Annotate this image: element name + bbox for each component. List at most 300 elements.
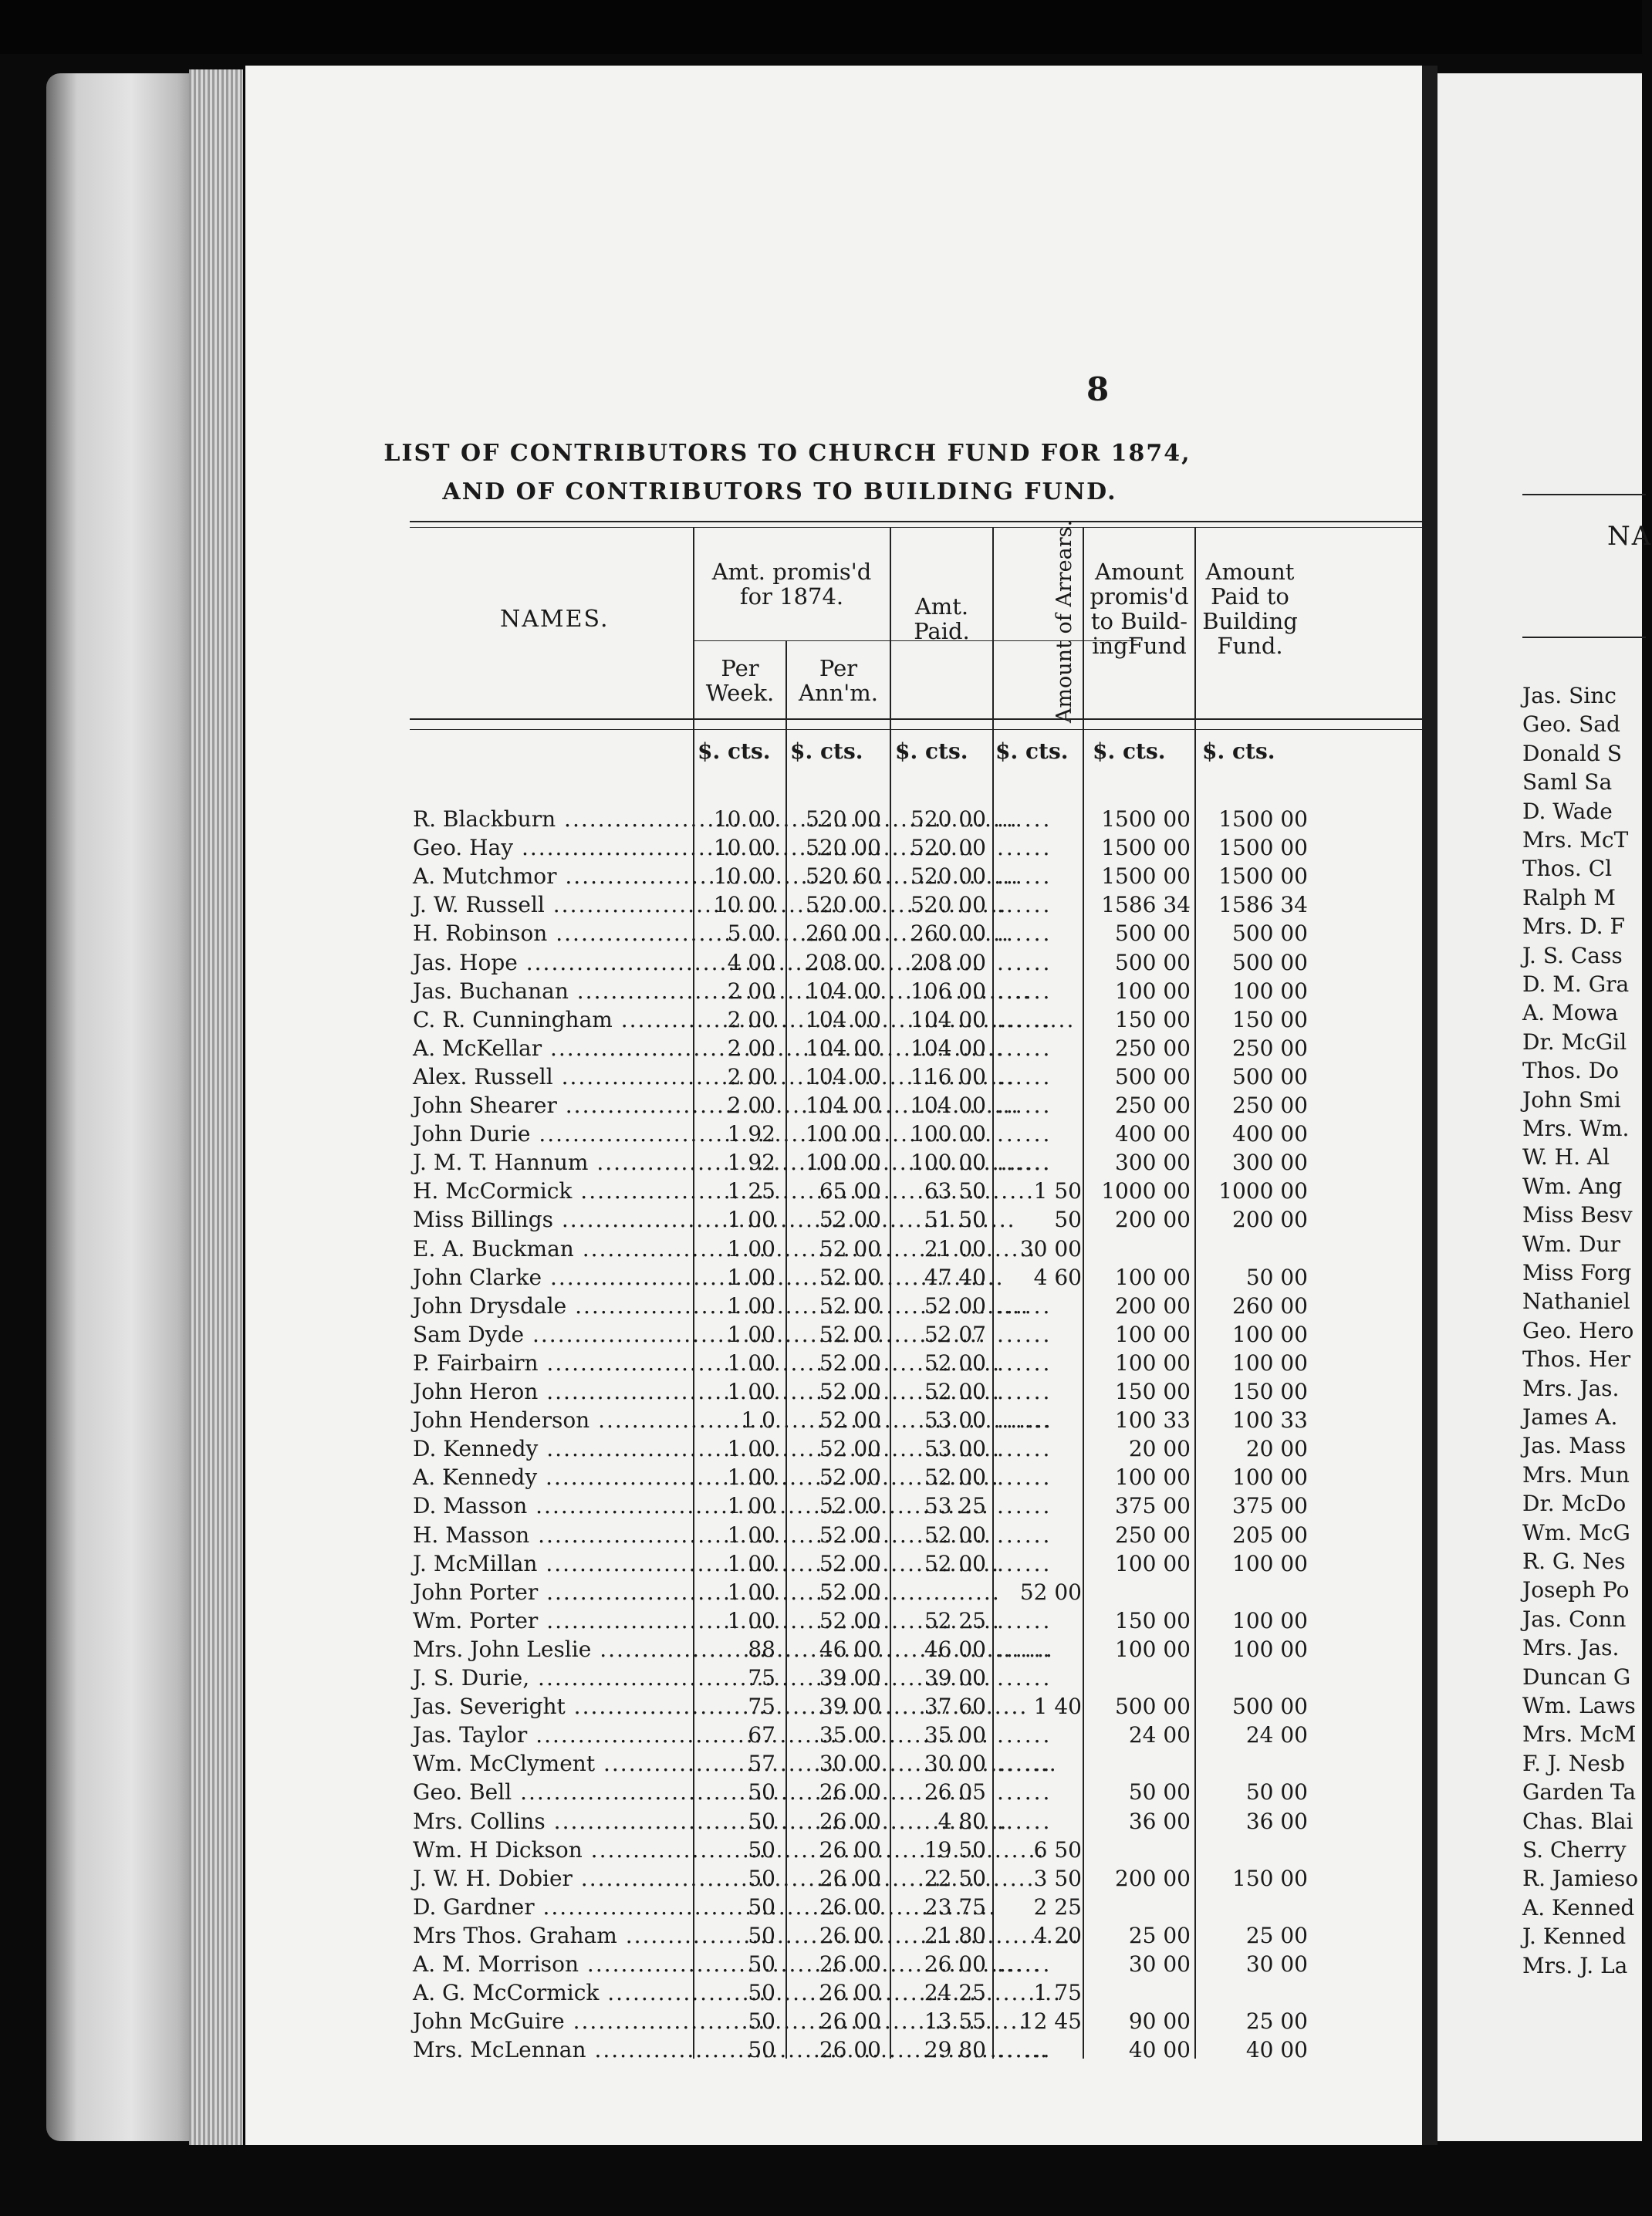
cell-paid: 21 80 <box>924 1922 986 1948</box>
cell-annum: 520 00 <box>806 835 881 861</box>
cell-annum: 104 00 <box>806 978 881 1004</box>
leader-dots: ...... <box>997 1006 1052 1032</box>
cell-week: 1 00 <box>727 1579 775 1605</box>
cell-annum: 52 00 <box>819 1550 881 1576</box>
cell-promised: 100 00 <box>1115 1350 1191 1376</box>
cell-promised: 200 00 <box>1115 1865 1191 1891</box>
cell-annum: 30 00 <box>819 1751 881 1777</box>
cell-paid: 100 00 <box>910 1150 986 1176</box>
leader-dots: ...... <box>997 835 1052 861</box>
cell-paid: 116 00 <box>910 1063 986 1089</box>
leader-dots: ...... <box>997 1808 1052 1834</box>
cell-paidbf: 205 00 <box>1232 1522 1308 1548</box>
right-page-name: Mrs. McT <box>1522 827 1629 853</box>
right-page-name: Mrs. Mun <box>1522 1461 1630 1488</box>
right-page-name: Mrs. Wm. <box>1522 1116 1630 1141</box>
cell-annum: 520 00 <box>806 806 881 832</box>
cell-paid: 52 07 <box>924 1321 986 1347</box>
cell-week: 1 00 <box>727 1464 775 1491</box>
cell-annum: 104 00 <box>806 1093 881 1118</box>
cell-week: 1 00 <box>727 1350 775 1376</box>
table-row <box>0 1923 1642 1951</box>
cell-paidbf: 500 00 <box>1232 921 1308 947</box>
cell-week: 50 <box>748 2037 775 2063</box>
cell-arrears: 12 45 <box>1019 2008 1082 2035</box>
cell-paidbf: 150 00 <box>1232 1006 1308 1032</box>
right-page-name: Donald S <box>1522 740 1622 766</box>
cell-week: 2 00 <box>727 1063 775 1089</box>
cell-annum: 104 00 <box>806 1035 881 1061</box>
cell-promised: 100 00 <box>1115 1550 1191 1576</box>
cell-paidbf: 375 00 <box>1232 1493 1308 1519</box>
cell-paid: 520 00 <box>910 835 986 861</box>
header-bottom-rule <box>410 718 1557 720</box>
cell-paidbf: 25 00 <box>1245 1922 1308 1948</box>
cell-paid: 26 00 <box>924 1951 986 1977</box>
right-page-name: Thos. Cl <box>1522 856 1613 882</box>
cell-paidbf: 150 00 <box>1232 1865 1308 1891</box>
cell-promised: 375 00 <box>1115 1493 1191 1519</box>
right-page-name: D. M. Gra <box>1522 971 1630 997</box>
cell-promised: 100 00 <box>1115 978 1191 1004</box>
cell-annum: 52 00 <box>819 1350 881 1376</box>
cell-annum: 52 00 <box>819 1607 881 1633</box>
cell-paid: 19 50 <box>924 1836 986 1863</box>
cell-paidbf: 25 00 <box>1245 2008 1308 2035</box>
contributor-name: A. M. Morrison ..... <box>413 1951 691 1977</box>
cell-week: 75 <box>748 1694 775 1720</box>
cell-week: 1 00 <box>727 1607 775 1633</box>
cell-promised: 500 00 <box>1115 1063 1191 1089</box>
right-page-name: Saml Sa <box>1522 769 1613 796</box>
cell-paidbf: 500 00 <box>1232 949 1308 975</box>
cell-paid: 46 00 <box>924 1636 986 1662</box>
contributor-name: Wm. McClyment ..... <box>413 1751 691 1776</box>
contributor-name: J. M. T. Hannum ..... <box>413 1150 691 1175</box>
contributor-name: J. W. Russell ..... <box>413 892 691 917</box>
cell-paidbf: 100 00 <box>1232 1550 1308 1576</box>
right-page-name: Jas. Conn <box>1522 1606 1627 1632</box>
leader-dots: ...... <box>997 1464 1052 1491</box>
leader-dots: ...... <box>997 1722 1052 1748</box>
cell-paid: 39 00 <box>924 1665 986 1691</box>
leader-dots: ...... <box>997 892 1052 918</box>
cell-annum: 26 00 <box>819 1779 881 1806</box>
cell-promised: 1586 34 <box>1101 892 1191 918</box>
cell-week: 50 <box>748 2008 775 2035</box>
cell-paidbf: 500 00 <box>1232 1063 1308 1089</box>
table-row <box>0 1436 1642 1464</box>
cell-annum: 26 00 <box>819 2008 881 2035</box>
cell-paidbf: 100 00 <box>1232 1321 1308 1347</box>
units-arrears: $. cts. <box>995 738 1069 764</box>
cell-paid: 26 05 <box>924 1779 986 1806</box>
cell-promised: 400 00 <box>1115 1121 1191 1147</box>
cell-paidbf: 1000 00 <box>1218 1178 1308 1204</box>
units-per-annum: $. cts. <box>790 738 863 764</box>
cell-promised: 1000 00 <box>1101 1178 1191 1204</box>
table-row <box>0 1579 1642 1608</box>
right-page-name: Dr. McDo <box>1522 1491 1627 1517</box>
cell-week: 1 00 <box>727 1493 775 1519</box>
right-page-name: Wm. Dur <box>1522 1231 1620 1257</box>
cell-week: 10 00 <box>713 835 775 861</box>
table-row <box>0 2008 1642 2037</box>
table-row <box>0 1493 1642 1522</box>
leader-dots: ...... <box>997 863 1052 890</box>
leader-dots: ...... <box>997 949 1052 975</box>
contributor-name: Wm. H Dickson ..... <box>413 1837 691 1863</box>
leader-dots: ...... <box>997 921 1052 947</box>
cell-paidbf: 20 00 <box>1245 1436 1308 1462</box>
cell-annum: 52 00 <box>819 1522 881 1548</box>
cell-paidbf: 150 00 <box>1232 1379 1308 1404</box>
cell-promised: 36 00 <box>1128 1808 1191 1834</box>
cell-week: 1 0 <box>741 1407 775 1434</box>
cell-promised: 90 00 <box>1128 2008 1191 2035</box>
table-row <box>0 1007 1642 1035</box>
leader-dots: ...... <box>997 1779 1052 1806</box>
cell-annum: 46 00 <box>819 1636 881 1662</box>
cell-week: 1 92 <box>727 1121 775 1147</box>
cell-paid: 23 75 <box>924 1893 986 1920</box>
cell-promised: 100 00 <box>1115 1321 1191 1347</box>
cell-paid: 52 00 <box>924 1379 986 1404</box>
leader-dots: ...... <box>997 1063 1052 1089</box>
table-row <box>0 1207 1642 1235</box>
cell-paid: 24 25 <box>924 1980 986 2006</box>
leader-dots: ...... <box>997 1665 1052 1691</box>
cell-annum: 52 00 <box>819 1379 881 1404</box>
contributor-name: Jas. Severight ..... <box>413 1694 691 1719</box>
leader-dots: ...... <box>997 1751 1052 1777</box>
promised-building-fund-header: Amount promis'd to Build- ingFund <box>1090 559 1189 659</box>
cell-annum: 52 00 <box>819 1321 881 1347</box>
cell-paid: 53 00 <box>924 1407 986 1434</box>
cell-paid: 260 00 <box>910 921 986 947</box>
cell-week: 1 00 <box>727 1379 775 1404</box>
leader-dots: ...... <box>997 1093 1052 1118</box>
leader-dots: ...... <box>997 1350 1052 1376</box>
right-page-name: Wm. Ang <box>1522 1173 1623 1199</box>
cell-annum: 39 00 <box>819 1694 881 1720</box>
table-row <box>0 1722 1642 1751</box>
table-row <box>0 1379 1642 1407</box>
cell-paid: 52 25 <box>924 1607 986 1633</box>
cell-week: 1 00 <box>727 1321 775 1347</box>
cell-annum: 52 00 <box>819 1579 881 1605</box>
cell-week: 10 00 <box>713 806 775 832</box>
cell-paidbf: 100 00 <box>1232 1636 1308 1662</box>
table-row <box>0 950 1642 978</box>
cell-promised: 250 00 <box>1115 1522 1191 1548</box>
cell-week: 50 <box>748 1865 775 1891</box>
cell-paidbf: 250 00 <box>1232 1093 1308 1118</box>
cell-promised: 150 00 <box>1115 1006 1191 1032</box>
right-page-name: Mrs. J. La <box>1522 1952 1628 1978</box>
cell-paid: 104 00 <box>910 1093 986 1118</box>
units-rule <box>410 729 1557 730</box>
right-page-name: Jas. Mass <box>1522 1433 1627 1459</box>
leader-dots: ...... <box>997 1379 1052 1404</box>
cell-paid: 47 40 <box>924 1264 986 1290</box>
contributor-name: Jas. Hope ..... <box>413 950 691 975</box>
table-row <box>0 921 1642 949</box>
contributor-name: J. S. Durie, ..... <box>413 1665 691 1691</box>
right-page-name: Geo. Sad <box>1522 711 1620 738</box>
leader-dots: ...... <box>997 1035 1052 1061</box>
table-row <box>0 1461 1642 1493</box>
cell-paid: 35 00 <box>924 1722 986 1748</box>
cell-week: 2 00 <box>727 978 775 1004</box>
cell-paid: 52 00 <box>924 1464 986 1491</box>
cell-week: 10 00 <box>713 892 775 918</box>
cell-annum: 52 00 <box>819 1493 881 1519</box>
cell-promised: 150 00 <box>1115 1607 1191 1633</box>
table-row <box>0 1637 1642 1665</box>
right-page-name: R. G. Nes <box>1522 1549 1626 1574</box>
units-paid-bf: $. cts. <box>1202 738 1275 764</box>
leader-dots: ...... <box>997 1550 1052 1576</box>
right-page-name: A. Mowa <box>1522 1000 1619 1026</box>
right-page-top-rule <box>1522 494 1646 495</box>
cell-paidbf: 500 00 <box>1232 1694 1308 1720</box>
cell-paidbf: 30 00 <box>1245 1951 1308 1977</box>
contributor-name: H. Robinson ..... <box>413 921 691 946</box>
title-line-2: AND OF CONTRIBUTORS TO BUILDING FUND. <box>442 478 1117 505</box>
cell-paidbf: 100 00 <box>1232 978 1308 1004</box>
cell-paidbf: 1500 00 <box>1218 863 1308 890</box>
table-row <box>0 1779 1642 1808</box>
cell-promised: 500 00 <box>1115 921 1191 947</box>
cell-paid: 53 25 <box>924 1493 986 1519</box>
right-page-name: Mrs. Jas. <box>1522 1635 1620 1661</box>
cell-week: 2 00 <box>727 1093 775 1118</box>
contributor-name: John Porter ..... <box>413 1579 691 1605</box>
cell-week: 5 00 <box>727 921 775 947</box>
contributor-name: D. Kennedy ..... <box>413 1436 691 1461</box>
table-row <box>0 1551 1642 1579</box>
cell-paid: 100 00 <box>910 1121 986 1147</box>
table-row <box>0 1694 1642 1722</box>
leader-dots: ...... <box>997 1407 1052 1434</box>
page-gutter <box>1422 66 1437 2145</box>
cell-week: 50 <box>748 1951 775 1977</box>
cell-paidbf: 100 00 <box>1232 1464 1308 1491</box>
cell-promised: 50 00 <box>1128 1779 1191 1806</box>
contributor-name: John Drysdale ..... <box>413 1293 691 1319</box>
cell-annum: 52 00 <box>819 1407 881 1434</box>
contributor-name: Mrs Thos. Graham ..... <box>413 1923 691 1948</box>
table-row <box>0 1178 1642 1207</box>
right-page-name: R. Jamieso <box>1522 1866 1639 1892</box>
cell-promised: 300 00 <box>1115 1150 1191 1176</box>
cell-paidbf: 40 00 <box>1245 2037 1308 2063</box>
cell-promised: 20 00 <box>1128 1436 1191 1462</box>
table-row <box>0 1665 1642 1694</box>
header-top-rule-2 <box>410 527 1557 528</box>
right-page-name: James A. <box>1522 1404 1618 1430</box>
contributor-name: Jas. Buchanan ..... <box>413 978 691 1004</box>
cell-week: 10 00 <box>713 863 775 890</box>
cell-week: 1 25 <box>727 1178 775 1204</box>
contributor-name: J. McMillan ..... <box>413 1551 691 1576</box>
contributor-name: John McGuire ..... <box>413 2008 691 2034</box>
cell-arrears: 6 50 <box>1033 1836 1082 1863</box>
right-page-fragment <box>1437 73 1652 2141</box>
table-row <box>0 978 1642 1007</box>
per-annum-header: Per Ann'm. <box>799 655 878 706</box>
right-page-name: S. Cherry <box>1522 1837 1627 1863</box>
cell-annum: 52 00 <box>819 1207 881 1233</box>
cell-promised: 200 00 <box>1115 1292 1191 1319</box>
right-page-name: Chas. Blai <box>1522 1808 1633 1834</box>
contributor-name: John Shearer ..... <box>413 1093 691 1118</box>
leader-dots: ...... <box>997 1121 1052 1147</box>
right-page-name: Mrs. Jas. <box>1522 1375 1620 1401</box>
contributor-name: Wm. Porter ..... <box>413 1608 691 1633</box>
cell-paid: 30 00 <box>924 1751 986 1777</box>
names-header: NAMES. <box>500 606 610 633</box>
cell-annum: 65 00 <box>819 1178 881 1204</box>
leader-dots: ...... <box>997 1292 1052 1319</box>
contributor-name: H. Masson ..... <box>413 1522 691 1548</box>
cell-promised: 30 00 <box>1128 1951 1191 1977</box>
contributor-name: Sam Dyde ..... <box>413 1322 691 1347</box>
cell-promised: 200 00 <box>1115 1207 1191 1233</box>
cell-week: 1 00 <box>727 1264 775 1290</box>
cell-promised: 100 00 <box>1115 1464 1191 1491</box>
table-row <box>0 1951 1642 1980</box>
contributor-name: D. Masson ..... <box>413 1493 691 1518</box>
contributor-name: Mrs. McLennan ..... <box>413 2037 691 2062</box>
table-row <box>0 892 1642 921</box>
cell-annum: 104 00 <box>806 1063 881 1089</box>
cell-week: 1 00 <box>727 1550 775 1576</box>
cell-paidbf: 1500 00 <box>1218 806 1308 832</box>
cell-arrears: 2 25 <box>1033 1893 1082 1920</box>
right-page-name: F. J. Nesb <box>1522 1750 1626 1776</box>
contributor-name: E. A. Buckman ..... <box>413 1236 691 1262</box>
table-row <box>0 1980 1642 2008</box>
table-row <box>0 1894 1642 1923</box>
cell-week: 50 <box>748 1922 775 1948</box>
cell-week: 75 <box>748 1665 775 1691</box>
cell-paid: 29 80 <box>924 2037 986 2063</box>
cell-arrears: 3 50 <box>1033 1865 1082 1891</box>
cell-annum: 208 00 <box>806 949 881 975</box>
cell-week: 1 00 <box>727 1522 775 1548</box>
table-row <box>0 1350 1642 1379</box>
leader-dots: ...... <box>997 1636 1052 1662</box>
cell-annum: 26 00 <box>819 1951 881 1977</box>
contributor-name: Alex. Russell ..... <box>413 1064 691 1089</box>
leader-dots: ...... <box>997 1607 1052 1633</box>
cell-arrears: 4 20 <box>1033 1922 1082 1948</box>
table-row <box>0 1293 1642 1322</box>
cell-week: 1 00 <box>727 1292 775 1319</box>
contributor-name: John Durie ..... <box>413 1121 691 1147</box>
cell-annum: 26 00 <box>819 2037 881 2063</box>
table-row <box>0 863 1642 892</box>
cell-arrears: 52 00 <box>1019 1579 1082 1605</box>
contributor-name: Mrs. John Leslie ..... <box>413 1637 691 1662</box>
cell-week: 50 <box>748 1893 775 1920</box>
leader-dots: ...... <box>997 1493 1052 1519</box>
cell-annum: 26 00 <box>819 1836 881 1863</box>
contributor-name: Geo. Hay ..... <box>413 835 691 860</box>
cell-week: 57 <box>748 1751 775 1777</box>
cell-annum: 52 00 <box>819 1235 881 1262</box>
scan-bottom-border <box>0 2145 1642 2216</box>
cell-paidbf: 50 00 <box>1245 1779 1308 1806</box>
cell-paid: 52 00 <box>924 1292 986 1319</box>
cell-paid: 104 00 <box>910 1035 986 1061</box>
contributor-name: Miss Billings ..... <box>413 1207 691 1232</box>
cell-arrears: 4 60 <box>1033 1264 1082 1290</box>
cell-annum: 520 00 <box>806 892 881 918</box>
table-row <box>0 1519 1642 1551</box>
table-row <box>0 1035 1642 1064</box>
cell-paidbf: 36 00 <box>1245 1808 1308 1834</box>
contributor-name: Jas. Taylor ..... <box>413 1722 691 1748</box>
table-row <box>0 1407 1642 1436</box>
contributor-name: A. Mutchmor ..... <box>413 863 691 889</box>
leader-dots: ...... <box>997 1436 1052 1462</box>
right-page-name: J. Kenned <box>1522 1924 1627 1950</box>
right-page-name: Miss Besv <box>1522 1202 1633 1228</box>
right-page-name: Wm. McG <box>1522 1519 1630 1545</box>
right-page-name: W. H. Al <box>1522 1144 1610 1170</box>
contributor-name: C. R. Cunningham ..... <box>413 1007 691 1032</box>
right-page-name: John Smi <box>1522 1086 1621 1113</box>
contributor-name: A. G. McCormick ..... <box>413 1980 691 2005</box>
right-page-name: D. Wade <box>1522 798 1613 824</box>
cell-week: 2 00 <box>727 1035 775 1061</box>
cell-paid: 520 00 <box>910 863 986 890</box>
arrears-header: Amount of Arrears. <box>1052 519 1077 724</box>
cell-paid: 51 50 <box>924 1207 986 1233</box>
cell-paid: 52 00 <box>924 1550 986 1576</box>
cell-annum: 26 00 <box>819 1922 881 1948</box>
per-week-header: Per Week. <box>705 655 775 706</box>
cell-annum: 26 00 <box>819 1980 881 2006</box>
units-promised-bf: $. cts. <box>1093 738 1166 764</box>
cell-week: 88 <box>748 1636 775 1662</box>
contributor-name: John Henderson ..... <box>413 1407 691 1433</box>
contributor-name: R. Blackburn ..... <box>413 806 691 832</box>
cell-arrears: 30 00 <box>1019 1235 1082 1262</box>
table-row <box>0 1121 1642 1150</box>
cell-annum: 52 00 <box>819 1436 881 1462</box>
right-page-name: Duncan G <box>1522 1664 1631 1690</box>
right-page-name: Wm. Laws <box>1522 1693 1636 1718</box>
cell-promised: 24 00 <box>1128 1722 1191 1748</box>
cell-paidbf: 50 00 <box>1245 1264 1308 1290</box>
cell-promised: 250 00 <box>1115 1093 1191 1118</box>
cell-promised: 25 00 <box>1128 1922 1191 1948</box>
right-page-name: Geo. Hero <box>1522 1317 1634 1343</box>
cell-paid: 520 00 <box>910 892 986 918</box>
right-page-name: Miss Forg <box>1522 1260 1632 1285</box>
table-row <box>0 1608 1642 1637</box>
cell-paid: 106 00 <box>910 978 986 1004</box>
cell-arrears: 1 75 <box>1033 1980 1082 2006</box>
right-page-name: Mrs. D. F <box>1522 914 1625 940</box>
cell-annum: 100 00 <box>806 1121 881 1147</box>
table-row <box>0 1236 1642 1265</box>
table-row <box>0 835 1642 863</box>
